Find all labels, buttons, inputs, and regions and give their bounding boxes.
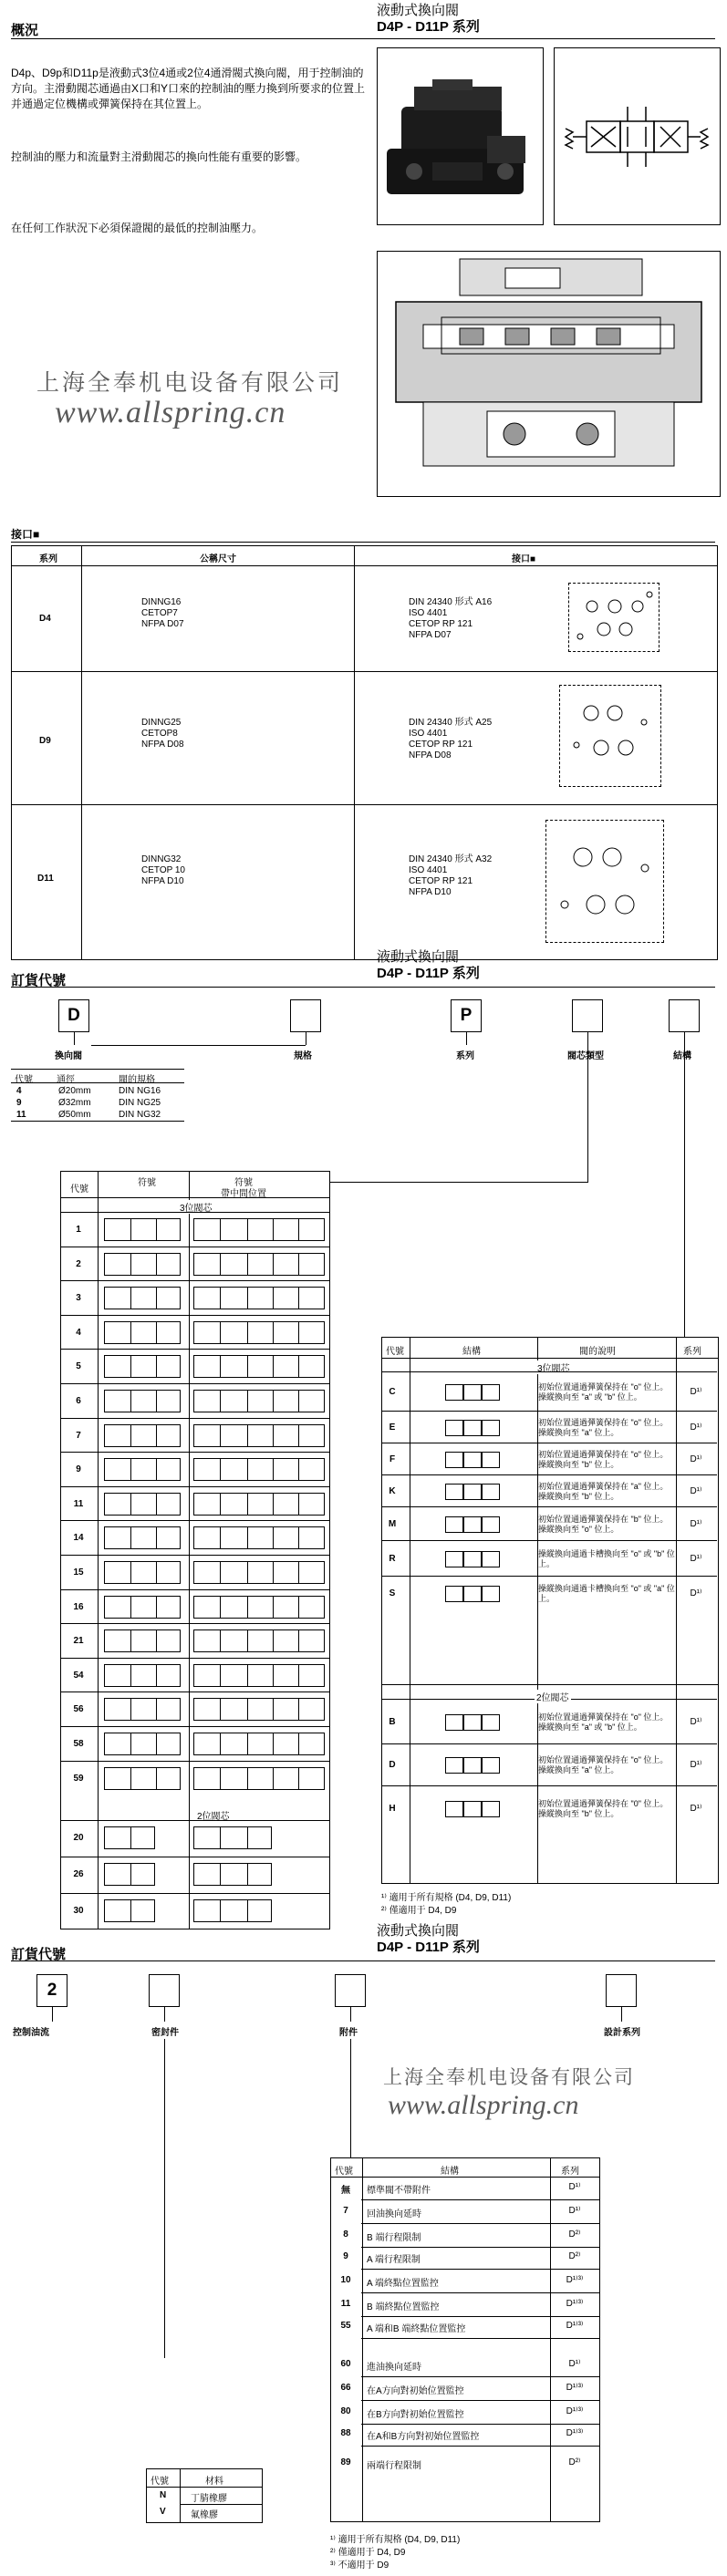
code-box-design[interactable]: [606, 1974, 637, 2007]
actuation-code: M: [388, 1519, 397, 1529]
accessory-series: D²⁾: [568, 2229, 581, 2240]
overview-para1: D4p、D9p和D11p是液動式3位4通或2位4通滑閥式換向閥，用于控制油的方向。主滑動閥芯通過由X口和Y口來的控制油的壓力換到所要求的位置上并通過定位機構或彈簧保持在其位置上。: [11, 67, 366, 110]
spool-symbol: [104, 1287, 181, 1309]
watermark-url: www.allspring.cn: [55, 396, 286, 429]
accessory-desc: 進油換向延時: [367, 2363, 421, 2373]
order1-heading: 訂貨代號: [11, 973, 67, 988]
actuation-series: D¹⁾: [690, 1804, 702, 1814]
overview-heading: 概況: [11, 23, 39, 38]
accessory-series: D¹⁾³⁾: [566, 2383, 584, 2393]
spool-row[interactable]: [60, 1589, 330, 1623]
actuation-desc: 操縱換向通過卡槽換向至 "o" 或 "a" 位上。: [538, 1584, 675, 1603]
actuation-symbol: [414, 1450, 527, 1470]
actuation-series: D¹⁾: [690, 1422, 702, 1433]
actuation-row[interactable]: [381, 1743, 717, 1785]
accessory-code: 60: [340, 2359, 351, 2369]
spool-symbol-mid: [193, 1321, 325, 1344]
actuation-desc: 初始位置通過彈簧保持在 "o" 位上。操縱換向至 "a" 位上。: [538, 1418, 669, 1437]
spool-symbol-mid: [193, 1767, 325, 1790]
spool-table: 代號 符號 符號 帶中間位置 3位閥芯: [60, 1171, 330, 1929]
actuation-code: S: [389, 1588, 396, 1598]
code-box-struct[interactable]: [669, 999, 700, 1032]
iface-row-size: DINNG16 CETOP7 NFPA D07: [141, 597, 184, 629]
spool-row[interactable]: [60, 1280, 330, 1314]
accessory-code: 55: [340, 2321, 351, 2331]
spool-code: 20: [73, 1833, 84, 1843]
spool-symbol-mid: [193, 1526, 325, 1549]
spool-code: 16: [73, 1601, 84, 1612]
accessory-row[interactable]: [330, 2271, 600, 2292]
iface-row-series: D4: [39, 614, 51, 624]
spool-symbol: [104, 1526, 181, 1549]
spool-symbol-mid: [193, 1664, 325, 1687]
spool-symbol-mid: [193, 1826, 272, 1849]
label-seal: 密封件: [151, 2028, 179, 2038]
actuation-series: D¹⁾: [690, 1387, 702, 1397]
accessory-series: D²⁾: [568, 2457, 581, 2467]
actuation-symbol: [414, 1799, 527, 1819]
code-box-size[interactable]: [290, 999, 321, 1032]
iface-h-size: 公稱尺寸: [200, 554, 236, 564]
spool-row[interactable]: [60, 1893, 330, 1927]
accessory-desc: A 端終點位置監控: [367, 2279, 439, 2289]
code-box-2: 2: [36, 1974, 68, 2007]
port-pattern-d11: [545, 820, 664, 943]
accessory-table: 代號 結構 系列: [330, 2157, 600, 2522]
actuation-desc: 初始位置通過彈簧保持在 "o" 位上。操縱換向至 "a" 位上。: [538, 1755, 669, 1774]
accessory-series: D¹⁾³⁾: [566, 2299, 584, 2309]
spool-symbol: [104, 1863, 155, 1886]
spool-row[interactable]: [60, 1726, 330, 1760]
act2-title: 2位閥芯: [535, 1690, 571, 1703]
code-box-p: P: [451, 999, 482, 1032]
code-box-d: D: [58, 999, 89, 1032]
spool-code: 6: [76, 1396, 81, 1406]
order2-note3: ³⁾ 不適用于 D9: [330, 2560, 389, 2571]
spool-code: 9: [76, 1464, 81, 1475]
spool-row[interactable]: [60, 1761, 330, 1795]
accessory-code: 無: [341, 2186, 350, 2196]
actuation-series: D¹⁾: [690, 1588, 702, 1598]
spool-symbol-mid: [193, 1218, 325, 1241]
spool-row[interactable]: [60, 1555, 330, 1588]
seal-row: V: [160, 2507, 166, 2517]
valve-photo: [377, 47, 544, 225]
iface-h-port: 接口■: [512, 554, 536, 564]
actuation-series: D¹⁾: [690, 1454, 702, 1464]
iface-row-port: DIN 24340 形式 A25 ISO 4401 CETOP RP 121 NFPA D08: [409, 718, 493, 760]
iface-row-size: DINNG25 CETOP8 NFPA D08: [141, 718, 184, 750]
order1-rule: [11, 987, 715, 988]
accessory-desc: 兩端行程限制: [367, 2461, 421, 2471]
accessory-row[interactable]: [330, 2453, 600, 2475]
order1-series-line1: 液動式換向閥: [377, 949, 460, 965]
spool-symbol-mid: [193, 1698, 325, 1721]
spool-code: 56: [73, 1704, 84, 1715]
seal-table: 代號 材料 N 丁腈橡膠 V 氟橡膠: [146, 2468, 263, 2523]
actuation-symbol: [414, 1515, 527, 1535]
spool-symbol-mid: [193, 1390, 325, 1412]
spool-code: 30: [73, 1906, 84, 1916]
spool-symbol: [104, 1596, 181, 1619]
actuation-series: D¹⁾: [690, 1554, 702, 1564]
spool-code: 26: [73, 1869, 84, 1879]
order2-series-line1: 液動式換向閥: [377, 1923, 460, 1939]
spool-row[interactable]: [60, 1857, 330, 1890]
spool-row[interactable]: [60, 1820, 330, 1854]
overview-para2: 控制油的壓力和流量對主滑動閥芯的換向性能有重要的影響。: [11, 150, 307, 163]
actuation-code: R: [389, 1554, 396, 1564]
actuation-symbol: [414, 1712, 527, 1733]
watermark-company-2: 上海全奉机电设备有限公司: [383, 2066, 635, 2088]
actuation-desc: 初始位置通過彈簧保持在 "o" 位上。操縱換向至 "a" 或 "b" 位上。: [538, 1382, 669, 1402]
act2-divider: [381, 1684, 719, 1685]
spool-symbol: [104, 1561, 181, 1584]
spool-code: 14: [73, 1533, 84, 1544]
label-struct: 結構: [673, 1051, 691, 1061]
spool-code: 59: [73, 1773, 84, 1784]
accessory-desc: B 端終點位置監控: [367, 2302, 440, 2312]
spool3-title: 3位閥芯: [178, 1200, 214, 1214]
label-ctrl: 控制油流: [13, 2028, 49, 2038]
actuation-table: 代號 結構 閥的說明 系列 3位閥芯: [381, 1337, 719, 1884]
order2-rule: [11, 1960, 715, 1961]
spool-symbol: [104, 1664, 181, 1687]
accessory-row[interactable]: [330, 2354, 600, 2376]
actuation-desc: 初始位置通過彈簧保持在 "o" 位上。操縱換向至 "b" 位上。: [538, 1450, 669, 1469]
spool-row[interactable]: [60, 1623, 330, 1657]
spool-symbol-mid: [193, 1863, 272, 1886]
actuation-desc: 操縱換向通過卡槽換向至 "o" 或 "b" 位上。: [538, 1549, 675, 1568]
size-table: 代號 通徑 閥的規格 4 9 11 Ø20mm Ø32mm Ø50mm DIN NG16 DIN NG25 DIN NG32: [11, 1069, 184, 1122]
spool-symbol: [104, 1253, 181, 1276]
actuation-row[interactable]: [381, 1411, 717, 1443]
spool-symbol: [104, 1899, 155, 1922]
label-spec: 規格: [294, 1051, 312, 1061]
actuation-symbol: [414, 1482, 527, 1502]
spool-symbol-mid: [193, 1424, 325, 1447]
order2-note2: ²⁾ 僅適用于 D4, D9: [330, 2548, 406, 2558]
spool-code: 3: [76, 1293, 81, 1304]
accessory-series: D¹⁾³⁾: [566, 2321, 584, 2331]
accessory-desc: 標準閥不帶附件: [367, 2186, 431, 2196]
spool-code: 21: [73, 1636, 84, 1647]
label-series: 系列: [456, 1051, 474, 1061]
accessory-code: 66: [340, 2383, 351, 2393]
actuation-code: B: [389, 1717, 396, 1727]
spool-symbol: [104, 1424, 181, 1447]
cross-section-image: [377, 251, 721, 497]
actuation-series: D¹⁾: [690, 1717, 702, 1727]
spool-symbol-mid: [193, 1899, 272, 1922]
accessory-row[interactable]: [330, 2378, 600, 2400]
spool-symbol: [104, 1629, 181, 1652]
spool-symbol-mid: [193, 1253, 325, 1276]
spool-symbol: [104, 1493, 181, 1516]
actuation-row[interactable]: [381, 1443, 717, 1474]
watermark-url-2: www.allspring.cn: [388, 2090, 579, 2120]
actuation-row[interactable]: [381, 1474, 717, 1506]
port-pattern-d4: [568, 583, 659, 652]
actuation-code: C: [389, 1387, 396, 1397]
accessory-series: D¹⁾³⁾: [566, 2428, 584, 2438]
spool-code: 2: [76, 1258, 81, 1269]
interface-rule: [11, 542, 715, 543]
interface-heading: 接口■: [11, 528, 40, 541]
iface-row-port: DIN 24340 形式 A32 ISO 4401 CETOP RP 121 NFPA D10: [409, 854, 493, 897]
spool-row[interactable]: [60, 1315, 330, 1349]
iface-row-series: D11: [37, 874, 54, 884]
iface-row-size: DINNG32 CETOP 10 NFPA D10: [141, 854, 185, 886]
spool-row[interactable]: [60, 1452, 330, 1485]
spool-code: 15: [73, 1567, 84, 1578]
order1-note1: ¹⁾ 適用于所有規格 (D4, D9, D11): [381, 1893, 512, 1903]
spool-row[interactable]: [60, 1383, 330, 1417]
actuation-code: D: [389, 1760, 396, 1770]
accessory-code: 89: [340, 2457, 351, 2467]
accessory-row[interactable]: [330, 2294, 600, 2316]
spool-symbol-mid: [193, 1287, 325, 1309]
label-design: 設計系列: [604, 2028, 640, 2038]
accessory-code: 7: [343, 2206, 348, 2216]
spool-symbol-mid: [193, 1596, 325, 1619]
spool-symbol-mid: [193, 1493, 325, 1516]
spool-code: 7: [76, 1430, 81, 1441]
actuation-symbol: [414, 1584, 527, 1604]
actuation-desc: 初始位置通過彈簧保持在 "a" 位上。操縱換向至 "b" 位上。: [538, 1482, 669, 1501]
accessory-series: D¹⁾³⁾: [566, 2275, 584, 2285]
iface-row-port: DIN 24340 形式 A16 ISO 4401 CETOP RP 121 NFPA D07: [409, 597, 493, 640]
actuation-series: D¹⁾: [690, 1486, 702, 1496]
actuation-code: K: [389, 1486, 396, 1496]
accessory-code: 88: [340, 2428, 351, 2438]
spool-row[interactable]: [60, 1212, 330, 1246]
accessory-desc: A 端和B 端終點位置監控: [367, 2324, 466, 2334]
spool-code: 5: [76, 1361, 81, 1372]
accessory-desc: 在B方向對初始位置監控: [367, 2410, 464, 2420]
spool-symbol: [104, 1321, 181, 1344]
spool-symbol-mid: [193, 1355, 325, 1378]
spool-symbol: [104, 1355, 181, 1378]
label-valve: 換向閥: [55, 1051, 82, 1061]
accessory-code: 9: [343, 2251, 348, 2261]
spool-code: 4: [76, 1327, 81, 1338]
overview-series-line2: D4P - D11P 系列: [377, 19, 480, 35]
iface-row-series: D9: [39, 736, 51, 746]
accessory-row[interactable]: [330, 2424, 600, 2446]
accessory-code: 10: [340, 2275, 351, 2285]
accessory-row[interactable]: [330, 2247, 600, 2269]
accessory-row[interactable]: [330, 2402, 600, 2424]
actuation-series: D¹⁾: [690, 1760, 702, 1770]
spool-code: 54: [73, 1670, 84, 1681]
spool-symbol-mid: [193, 1458, 325, 1481]
actuation-desc: 初始位置通過彈簧保持在 "o" 位上。操縱換向至 "a" 或 "b" 位上。: [538, 1712, 669, 1732]
actuation-row[interactable]: [381, 1785, 717, 1831]
symbol-box: [554, 47, 721, 225]
spool-code: 1: [76, 1225, 81, 1235]
spool-symbol: [104, 1218, 181, 1241]
spool-symbol-mid: [193, 1561, 325, 1584]
accessory-series: D¹⁾³⁾: [566, 2406, 584, 2416]
accessory-desc: 在A方向對初始位置監控: [367, 2386, 464, 2396]
actuation-code: F: [389, 1454, 396, 1464]
spool-symbol: [104, 1733, 181, 1755]
actuation-desc: 初始位置通過彈簧保持在 "b" 位上。操縱換向至 "o" 位上。: [538, 1515, 669, 1534]
spool-code: 11: [73, 1498, 84, 1509]
order2-heading: 訂貨代號: [11, 1947, 67, 1962]
actuation-desc: 初始位置通過彈簧保持在 "0" 位上。操縱換向至 "b" 位上。: [538, 1799, 669, 1818]
order2-note1: ¹⁾ 適用于所有規格 (D4, D9, D11): [330, 2535, 461, 2545]
accessory-desc: 回油換向延時: [367, 2209, 421, 2219]
spool-symbol: [104, 1826, 155, 1849]
spool-symbol: [104, 1767, 181, 1790]
actuation-symbol: [414, 1418, 527, 1438]
actuation-row[interactable]: [381, 1576, 717, 1610]
order1-note2: ²⁾ 僅適用于 D4, D9: [381, 1906, 457, 1916]
accessory-row[interactable]: [330, 2201, 600, 2223]
actuation-series: D¹⁾: [690, 1519, 702, 1529]
spool-row[interactable]: [60, 1349, 330, 1382]
actuation-code: E: [389, 1422, 396, 1433]
spool-symbol-mid: [193, 1733, 325, 1755]
interface-table: [11, 545, 718, 960]
accessory-code: 80: [340, 2406, 351, 2416]
actuation-symbol: [414, 1382, 527, 1402]
watermark-company: 上海全奉机电设备有限公司: [36, 371, 344, 396]
spool-row[interactable]: [60, 1691, 330, 1725]
spool-h-symbol: 符號: [138, 1178, 156, 1188]
accessory-row[interactable]: [330, 2178, 600, 2199]
iface-h-series: 系列: [39, 554, 57, 564]
label-acc: 附件: [339, 2028, 358, 2038]
spool-row[interactable]: [60, 1418, 330, 1452]
label-spool: 閥芯類型: [567, 1051, 604, 1061]
accessory-desc: A 端行程限制: [367, 2255, 421, 2265]
overview-series-line1: 液動式換向閥: [377, 3, 460, 18]
actuation-symbol: [414, 1755, 527, 1775]
accessory-code: 11: [340, 2299, 351, 2309]
accessory-desc: 在A和B方向對初始位置監控: [367, 2432, 480, 2442]
code-box-spool[interactable]: [572, 999, 603, 1032]
spool-row[interactable]: [60, 1520, 330, 1554]
spool-row[interactable]: [60, 1486, 330, 1520]
code-box-acc[interactable]: [335, 1974, 366, 2007]
actuation-row[interactable]: [381, 1540, 717, 1576]
accessory-code: 8: [343, 2229, 348, 2240]
accessory-series: D¹⁾: [568, 2359, 581, 2369]
actuation-row[interactable]: [381, 1506, 717, 1540]
spool-row[interactable]: [60, 1658, 330, 1691]
spool2-title: 2位閥芯: [195, 1808, 232, 1822]
spool-row[interactable]: [60, 1247, 330, 1280]
seal-row: N: [160, 2490, 167, 2500]
accessory-series: D²⁾: [568, 2251, 581, 2261]
actuation-row[interactable]: [381, 1699, 717, 1743]
accessory-series: D¹⁾: [568, 2182, 581, 2192]
code-box-seal[interactable]: [149, 1974, 180, 2007]
actuation-row[interactable]: [381, 1371, 717, 1411]
spool-symbol: [104, 1390, 181, 1412]
accessory-row[interactable]: [330, 2316, 600, 2338]
overview-para3: 在任何工作狀況下必須保證閥的最低的控制油壓力。: [11, 222, 264, 234]
port-pattern-d9: [559, 685, 661, 787]
actuation-symbol: [414, 1549, 527, 1569]
order1-series-line2: D4P - D11P 系列: [377, 966, 480, 981]
spool-symbol: [104, 1698, 181, 1721]
accessory-series: D¹⁾: [568, 2206, 581, 2216]
order2-series-line2: D4P - D11P 系列: [377, 1940, 480, 1955]
spool-symbol: [104, 1458, 181, 1481]
accessory-row[interactable]: [330, 2225, 600, 2247]
act3-title: 3位閥芯: [535, 1360, 572, 1374]
spool-symbol-mid: [193, 1629, 325, 1652]
actuation-code: H: [389, 1804, 396, 1814]
accessory-desc: B 端行程限制: [367, 2233, 421, 2243]
spool-code: 58: [73, 1739, 84, 1749]
overview-rule: [11, 38, 715, 39]
